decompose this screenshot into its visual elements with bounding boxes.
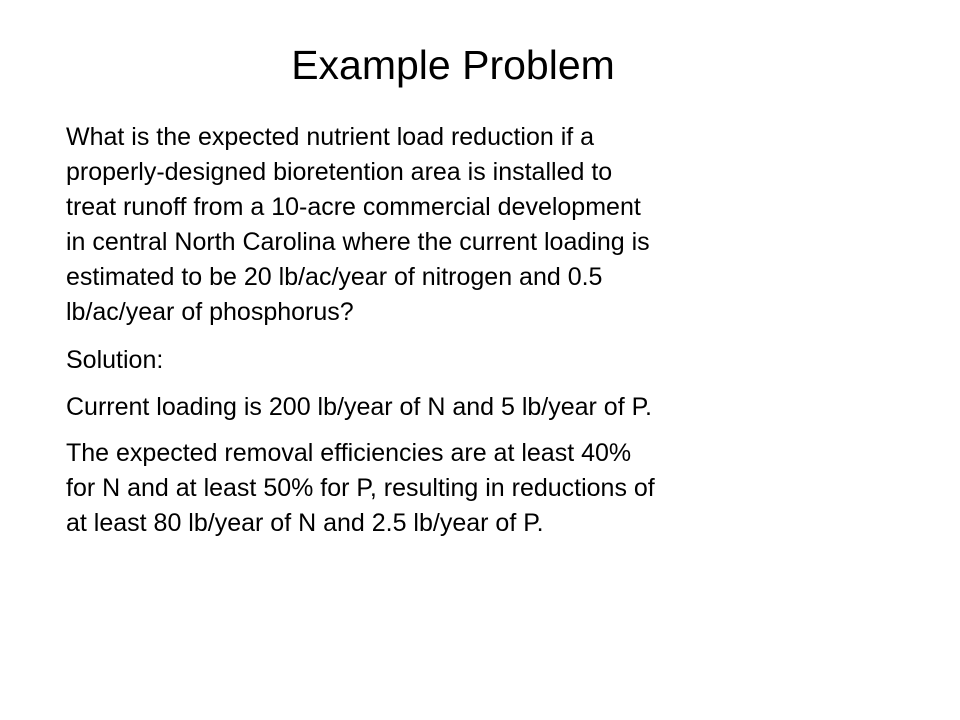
removal-line: for N and at least 50% for P, resulting in reductions of: [66, 474, 655, 502]
question-line: treat runoff from a 10-acre commercial development: [66, 193, 641, 221]
question-line: in central North Carolina where the current loading is: [66, 228, 650, 256]
question-paragraph: [66, 120, 836, 330]
slide-body: [66, 120, 836, 541]
question-line: properly-designed bioretention area is installed to: [66, 158, 613, 186]
question-line: estimated to be 20 lb/ac/year of nitrogen and 0.5: [66, 263, 603, 291]
current-loading-text: Current loading is 200 lb/year of N and 5 lb/year of P.: [66, 393, 652, 421]
question-line: lb/ac/year of phosphorus?: [66, 298, 354, 326]
removal-line: The expected removal efficiencies are at least 40%: [66, 439, 632, 467]
solution-label: Solution:: [66, 346, 164, 374]
removal-line: at least 80 lb/year of N and 2.5 lb/year of P.: [66, 509, 544, 537]
question-line: What is the expected nutrient load reduction if a: [66, 123, 595, 151]
removal-paragraph: [66, 436, 836, 541]
slide-title: Example Problem: [291, 42, 615, 88]
